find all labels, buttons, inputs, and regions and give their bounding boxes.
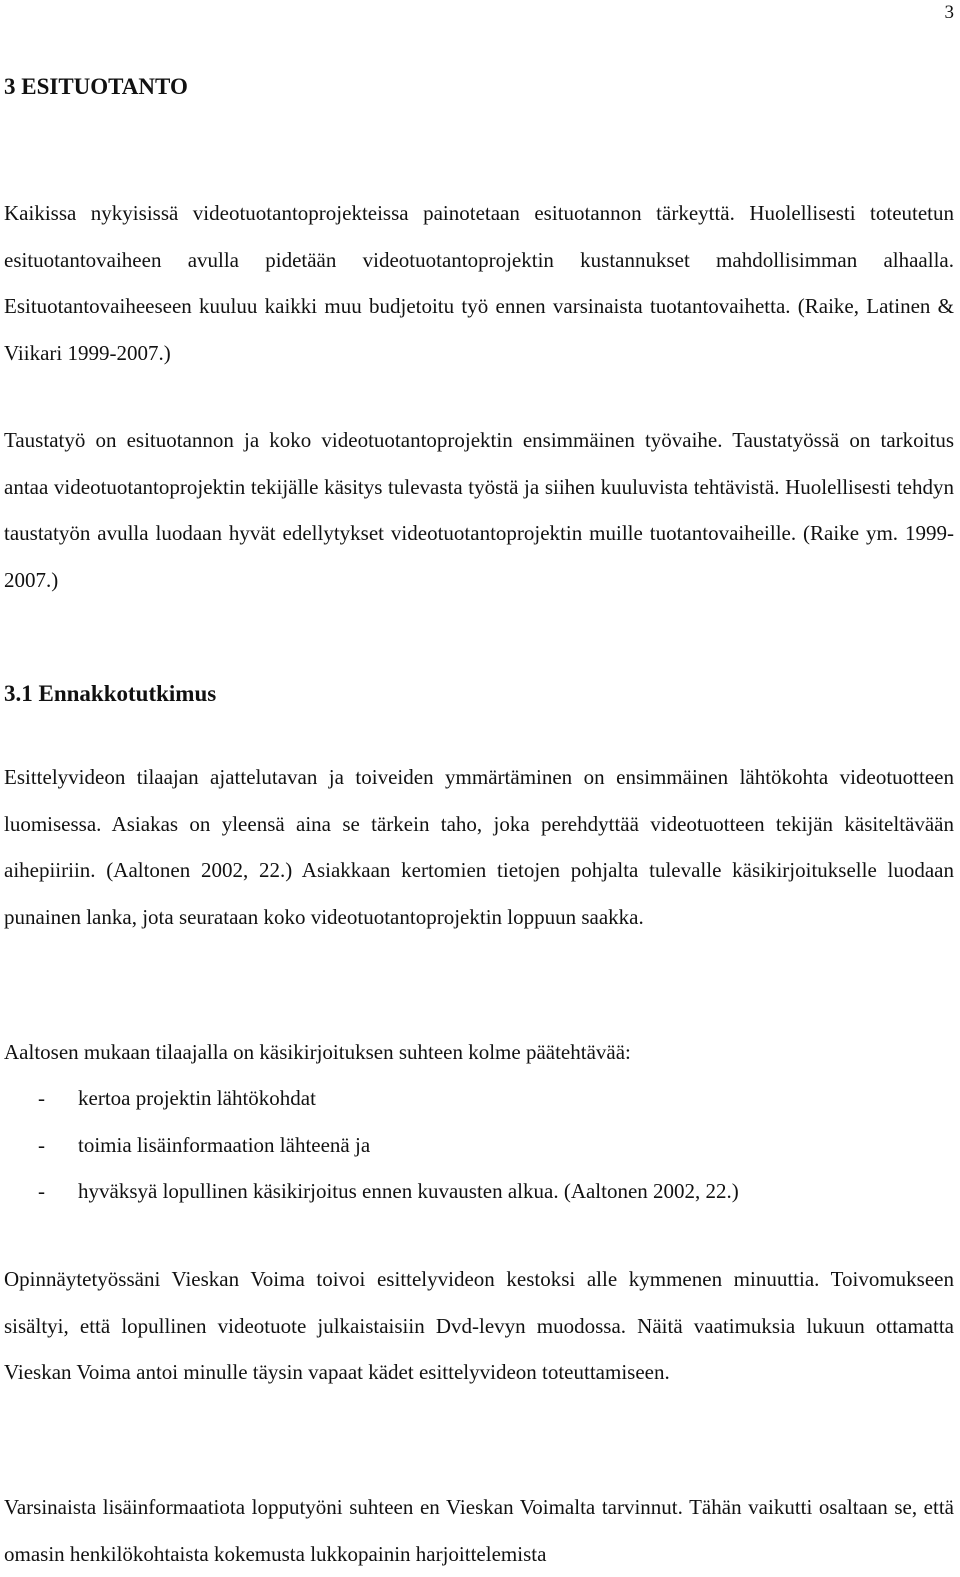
paragraph-client-understanding: Esittelyvideon tilaajan ajattelutavan ja toiveiden ymmärtäminen on ensimmäinen lähtökohta videotuotteen luomisessa. Asiakas on yleensä aina se tärkein taho, joka perehdyttää videotuotteen tekijän käsiteltävään aihepiiriin. (Aaltonen 2002, 22.) Asiakkaan kertomien tietojen pohjalta tulevalle käsikirjoitukselle luodaan punainen lanka, jota seurataan koko videotuotantoprojektin loppuun saakka. [4,765,954,929]
paragraph-client-tasks-intro: Aaltosen mukaan tilaajalla on käsikirjoituksen suhteen kolme päätehtävää: [4,1040,631,1064]
list-item [4,1075,739,1122]
chapter-title: 3 ESITUOTANTO [4,74,188,99]
list-item-text: toimia lisäinformaation lähteenä ja [78,1132,371,1157]
page-number: 3 [944,2,954,23]
list-bullet: - [38,1086,45,1110]
list-item-text: hyväksyä lopullinen käsikirjoitus ennen kuvausten alkua. (Aaltonen 2002, 22.) [78,1179,739,1203]
paragraph-thesis-requirements: Opinnäytetyössäni Vieskan Voima toivoi esittelyvideon kestoksi alle kymmenen minuuttia. Toivomukseen sisältyi, että lopullinen videotuote julkaistaisiin Dvd-levyn muodossa. Näitä vaatimuksia lukuun ottamatta Vieskan Voima antoi minulle täysin vapaat kädet esittelyvideon toteuttamiseen. [4,1267,954,1384]
list-bullet: - [38,1179,45,1203]
list-item-text: kertoa projektin lähtökohdat [78,1086,316,1110]
paragraph-additional-info: Varsinaista lisäinformaatiota lopputyöni suhteen en Vieskan Voimalta tarvinnut. Tähän vaikutti osaltaan se, että omasin henkilökohtaista kokemusta lukkopainin harjoittelemista [4,1495,954,1566]
list-item [4,1122,739,1169]
client-tasks-list [4,1075,739,1215]
section-title: 3.1 Ennakkotutkimus [4,681,217,706]
list-item [4,1168,739,1215]
list-bullet: - [38,1132,45,1157]
paragraph-intro: Kaikissa nykyisissä videotuotantoprojekteissa painotetaan esituotannon tärkeyttä. Huolellisesti toteutetun esituotantovaiheen avulla pidetään videotuotantoprojektin kustannukset mahdollisimman alhaalla. Esituotantovaiheeseen kuuluu kaikki muu budjetoitu työ ennen varsinaista tuotantovaihetta. (Raike, Latinen & Viikari 1999-2007.) [4,201,954,365]
paragraph-background-work: Taustatyö on esituotannon ja koko videotuotantoprojektin ensimmäinen työvaihe. Taustatyössä on tarkoitus antaa videotuotantoprojektin tekijälle käsitys tulevasta työstä ja siihen kuuluvista tehtävistä. Huolellisesti tehdyn taustatyön avulla luodaan hyvät edellytykset videotuotantoprojektin muille tuotantovaiheille. (Raike ym. 1999-2007.) [4,428,954,592]
